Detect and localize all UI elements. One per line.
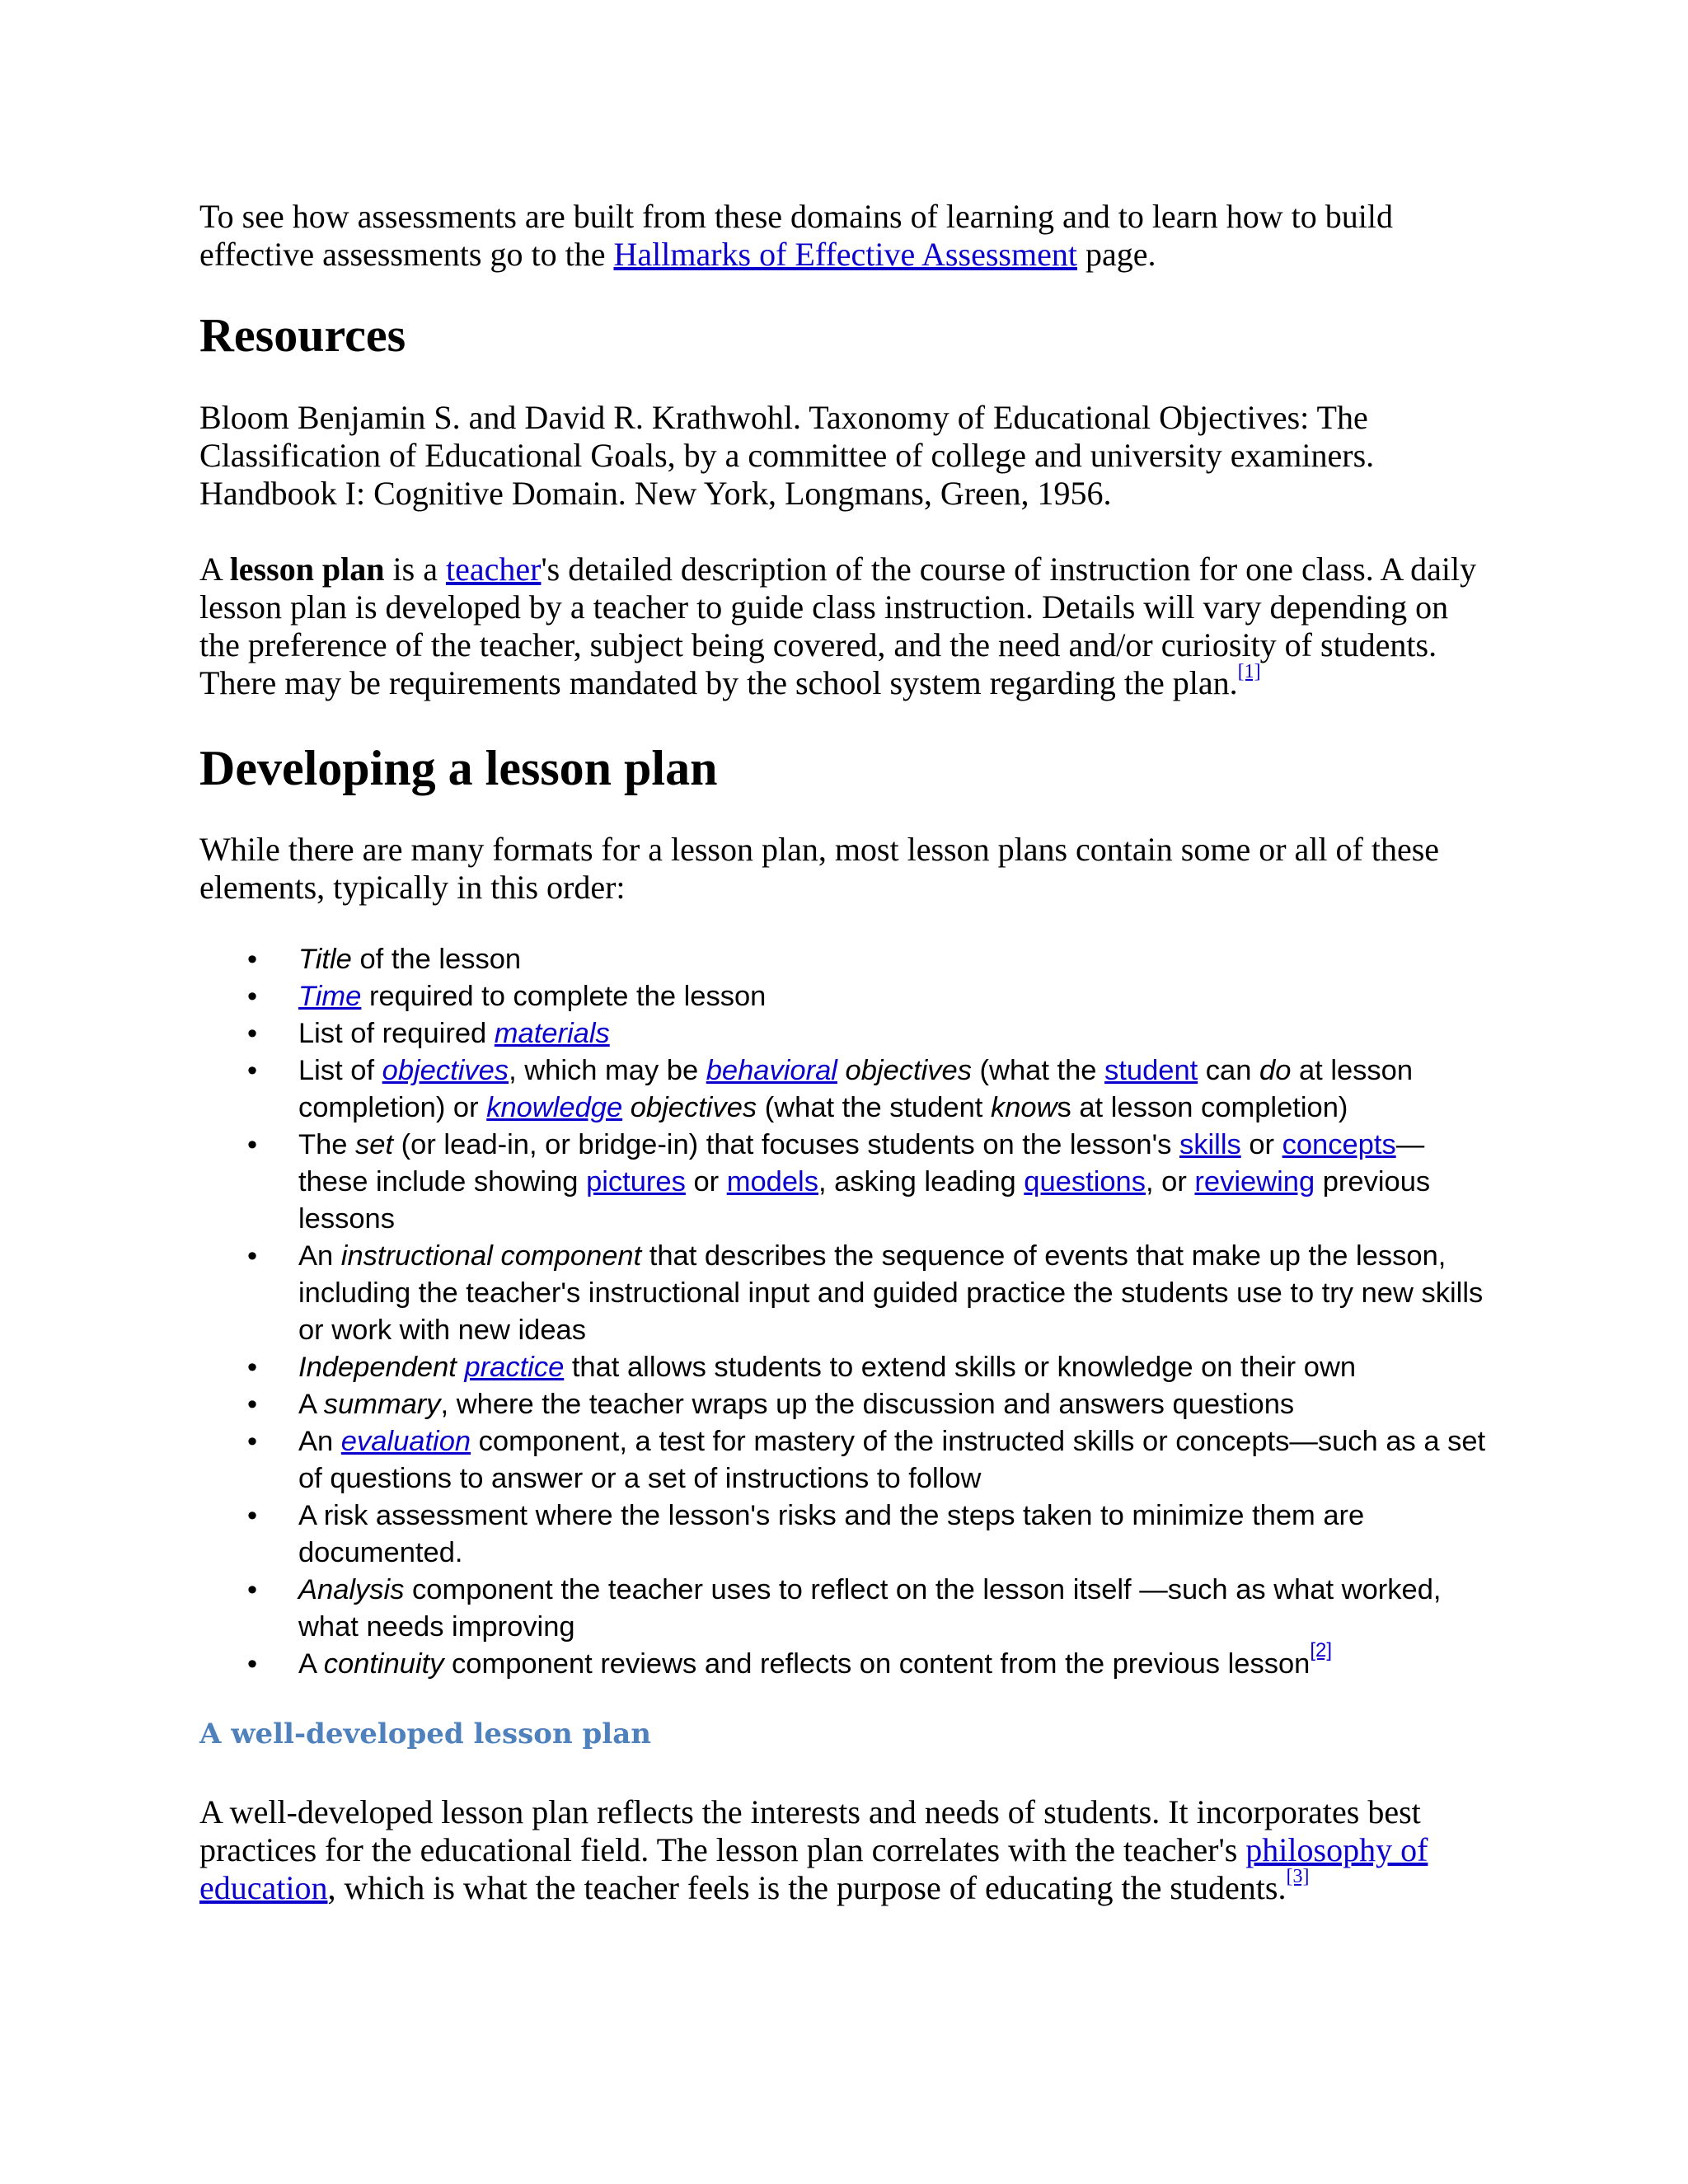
intro-text-end: page. — [1076, 236, 1156, 273]
list-item — [199, 1572, 1489, 1646]
text: 's detailed description of the course of instruction for one class. A daily lesson plan is developed by a teacher to guide class instruction. Details will vary depending on the preference of the teacher, subject being covered, and the need and/or curiosity of students. There may be requirements mandated by the school system regarding the plan. — [199, 551, 1477, 701]
text: The — [298, 1129, 356, 1160]
list-item — [199, 941, 1489, 978]
elements-list — [199, 941, 1489, 1683]
list-item — [199, 1386, 1489, 1423]
questions-link[interactable]: questions — [1024, 1166, 1146, 1197]
pictures-link[interactable]: pictures — [586, 1166, 686, 1197]
hallmarks-link[interactable]: Hallmarks of Effective Assessment — [613, 236, 1077, 273]
text: component reviews and reflects on content from the previous lesson — [443, 1648, 1311, 1680]
text: instructional component — [340, 1240, 642, 1272]
text: A — [298, 1648, 324, 1680]
text: do — [1259, 1055, 1292, 1086]
text: of the lesson — [351, 944, 522, 975]
text: is a — [384, 551, 446, 588]
evaluation-link[interactable]: evaluation — [340, 1426, 471, 1457]
bullet-icon: • — [247, 1426, 258, 1457]
text: know — [990, 1092, 1057, 1123]
text: at lesson completion) or — [298, 1055, 1414, 1123]
text: objectives — [622, 1092, 757, 1123]
bullet-icon: • — [247, 1055, 258, 1086]
list-item — [199, 1349, 1489, 1386]
text: s at lesson completion) — [1057, 1092, 1348, 1123]
lesson-plan-bold: lesson plan — [229, 551, 385, 588]
intro-text: To see how assessments are built from these domains of learning and to learn how to build effective assessments go to the — [199, 198, 1393, 273]
text: component the teacher uses to reflect on the lesson itself —such as what worked, what needs improving — [298, 1574, 1442, 1643]
bullet-icon: • — [247, 1240, 258, 1272]
text: or — [685, 1166, 727, 1197]
ref-3-link[interactable]: [3] — [1286, 1866, 1310, 1887]
text: List of required — [298, 1018, 495, 1049]
list-item — [199, 1423, 1489, 1497]
text: component, a test for mastery of the instructed skills or concepts—such as a set of questions to answer or a set of instructions to follow — [298, 1426, 1486, 1494]
developing-intro: While there are many formats for a lesson plan, most lesson plans contain some or all of these elements, typically in this order: — [199, 831, 1440, 906]
skills-link[interactable]: skills — [1179, 1129, 1241, 1160]
text: (or lead-in, or bridge-in) that focuses students on the lesson's — [393, 1129, 1179, 1160]
lesson-plan-paragraph — [199, 551, 1489, 702]
text: summary — [323, 1389, 441, 1420]
list-item — [199, 1052, 1489, 1127]
student-link[interactable]: student — [1104, 1055, 1198, 1086]
text: or — [1240, 1129, 1282, 1160]
text: that describes the sequence of events that make up the lesson, including the teacher's instructional input and guided practice the students use to try new skills or work with new ideas — [298, 1240, 1484, 1346]
text: can — [1198, 1055, 1260, 1086]
text: that allows students to extend skills or knowledge on their own — [564, 1352, 1357, 1383]
well-developed-paragraph — [199, 1793, 1489, 1907]
resources-heading: Resources — [199, 308, 406, 362]
knowledge-link[interactable]: knowledge — [486, 1092, 623, 1123]
concepts-link[interactable]: concepts — [1282, 1129, 1396, 1160]
text: , which may be — [509, 1055, 706, 1086]
text: , or — [1145, 1166, 1195, 1197]
text: required to complete the lesson — [361, 981, 767, 1012]
text: Title — [298, 944, 352, 975]
text: A risk assessment where the lesson's risks and the steps taken to minimize them are documented. — [298, 1500, 1365, 1568]
philosophy-link[interactable]: philosophy of education — [199, 1831, 1428, 1906]
materials-link[interactable]: materials — [494, 1018, 610, 1049]
list-item — [199, 1015, 1489, 1052]
list-item — [199, 978, 1489, 1015]
bullet-icon: • — [247, 1129, 258, 1160]
practice-link[interactable]: practice — [464, 1352, 565, 1383]
list-item — [199, 1639, 1489, 1683]
bullet-icon: • — [247, 1352, 258, 1383]
text: A — [298, 1389, 324, 1420]
bullet-icon: • — [247, 1018, 258, 1049]
text: List of — [298, 1055, 382, 1086]
text: , where the teacher wraps up the discussion and answers questions — [440, 1389, 1295, 1420]
text: , asking leading — [818, 1166, 1025, 1197]
developing-heading: Developing a lesson plan — [199, 741, 718, 795]
citation-paragraph: Bloom Benjamin S. and David R. Krathwohl. Taxonomy of Educational Objectives: The Classification of Educational Goals, by a committee of college and university examiners. Handbook I: Cognitive Domain. New York, Longmans, Green, 1956. — [199, 399, 1375, 512]
bullet-icon: • — [247, 1648, 258, 1680]
list-item — [199, 1497, 1489, 1572]
text: set — [355, 1129, 394, 1160]
ref-2-link[interactable]: [2] — [1310, 1639, 1333, 1661]
text: continuity — [323, 1648, 444, 1680]
text: (what the — [971, 1055, 1105, 1086]
text: Analysis — [298, 1574, 405, 1605]
bullet-icon: • — [247, 1389, 258, 1420]
behavioral-link[interactable]: behavioral — [706, 1055, 837, 1086]
text: Independent — [298, 1352, 457, 1383]
text: An — [298, 1240, 341, 1272]
text: , which is what the teacher feels is the purpose of educating the students. — [327, 1869, 1287, 1906]
text: A — [199, 551, 230, 588]
bullet-icon: • — [247, 981, 258, 1012]
text: A well-developed lesson plan reflects the interests and needs of students. It incorporates best practices for the educational field. The lesson plan correlates with the teacher's — [199, 1793, 1421, 1868]
reviewing-link[interactable]: reviewing — [1194, 1166, 1315, 1197]
text: (what the student — [757, 1092, 991, 1123]
intro-paragraph — [199, 198, 1489, 274]
well-developed-heading: A well-developed lesson plan — [199, 1718, 651, 1750]
text: An — [298, 1426, 341, 1457]
text: —these include showing — [298, 1129, 1425, 1197]
bullet-icon: • — [247, 1574, 258, 1605]
objectives-link[interactable]: objectives — [382, 1055, 509, 1086]
text: objectives — [837, 1055, 972, 1086]
time-link[interactable]: Time — [298, 981, 362, 1012]
list-item — [199, 1238, 1489, 1349]
list-item — [199, 1127, 1489, 1238]
bullet-icon: • — [247, 944, 258, 975]
ref-1-link[interactable]: [1] — [1237, 661, 1261, 682]
bullet-icon: • — [247, 1500, 258, 1531]
text: previous lessons — [298, 1166, 1431, 1235]
models-link[interactable]: models — [726, 1166, 818, 1197]
teacher-link[interactable]: teacher — [445, 551, 542, 588]
